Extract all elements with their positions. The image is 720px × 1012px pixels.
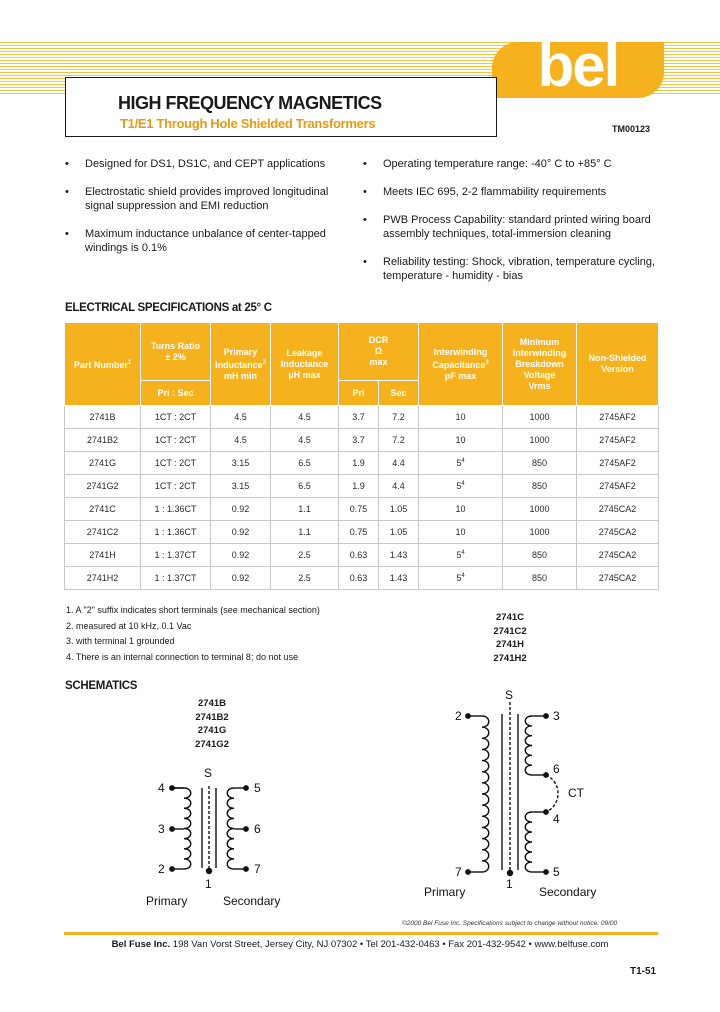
cell-ns: 2745AF2: [577, 452, 659, 475]
pin-label: 3: [158, 822, 165, 836]
cell-dcrs: 1.43: [379, 544, 419, 567]
th-capacitance: Interwinding Capacitance$^3$ pF max: [419, 323, 503, 406]
cell-turns: 1CT : 2CT: [141, 406, 211, 429]
pin-label: 2: [455, 709, 462, 723]
part-label: 2741B: [198, 698, 226, 709]
part-label: 2741C2: [493, 625, 527, 637]
cell-dcrp: 0.63: [339, 567, 379, 590]
pin-dot: [170, 867, 174, 871]
cell-pn: 2741B2: [65, 429, 141, 452]
cell-leak: 4.5: [271, 406, 339, 429]
cell-dcrp: 3.7: [339, 429, 379, 452]
cell-dcrs: 1.05: [379, 521, 419, 544]
cell-cap: $5^4$: [419, 544, 503, 567]
part-label: 2741B2: [195, 711, 229, 723]
cell-turns: 1 : 1.36CT: [141, 498, 211, 521]
left-schematic: [170, 786, 248, 874]
note: 1. A "2" suffix indicates short terminals (see mechanical section): [66, 605, 320, 615]
cell-turns: 1 : 1.37CT: [141, 567, 211, 590]
cell-bd: 1000: [503, 498, 577, 521]
cell-dcrs: 4.4: [379, 452, 419, 475]
pin-label: 1: [506, 877, 513, 891]
ct-link: [546, 775, 558, 812]
cell-leak: 2.5: [271, 544, 339, 567]
cell-pind: 0.92: [211, 498, 271, 521]
doc-code: TM00123: [612, 124, 651, 134]
feature-item: • Maximum inductance unbalance of center-tapped windings is 0.1%: [65, 227, 355, 255]
feature-item: • Designed for DS1, DS1C, and CEPT applications: [65, 157, 355, 171]
primary-label: Primary: [424, 885, 466, 899]
cell-pn: 2741G2: [65, 475, 141, 498]
note: 2. measured at 10 kHz, 0.1 Vac: [66, 620, 192, 631]
footer-rule: [64, 932, 658, 935]
part-label: 2741G: [197, 725, 227, 736]
cell-ns: 2745CA2: [577, 567, 659, 590]
th-non-shielded: Non-Shielded Version: [577, 323, 659, 406]
cell-cap: 10: [419, 498, 503, 521]
secondary-label: Secondary: [223, 894, 281, 908]
company-name: Bel Fuse Inc.: [111, 939, 171, 950]
part-label: 2741G2: [195, 738, 229, 750]
shield-dot: [508, 871, 513, 876]
pin-dot: [170, 827, 174, 831]
cell-dcrp: 3.7: [339, 406, 379, 429]
copyright: ©2000 Bel Fuse Inc. Specifications subject to change without notice. 09/00: [402, 920, 618, 927]
cell-pn: 2741H: [65, 544, 141, 567]
cell-pind: 3.15: [211, 452, 271, 475]
cell-pn: 2741C: [65, 498, 141, 521]
cell-cap: 10: [419, 429, 503, 452]
cell-ns: 2745CA2: [577, 498, 659, 521]
pin-label: 4: [553, 812, 560, 826]
cell-dcrs: 1.05: [379, 498, 419, 521]
page-title: HIGH FREQUENCY MAGNETICS: [118, 93, 382, 113]
primary-label: Primary: [146, 894, 188, 908]
cell-bd: 850: [503, 475, 577, 498]
cell-pn: 2741B: [65, 406, 141, 429]
pin-label: 6: [254, 822, 261, 836]
schematics-heading: SCHEMATICS: [65, 680, 138, 692]
cell-bd: 1000: [503, 406, 577, 429]
pin-dot: [244, 867, 248, 871]
th-turns-ratio: Turns Ratio ± 2%: [141, 323, 211, 381]
pin-label: 6: [553, 762, 560, 776]
cell-pind: 4.5: [211, 406, 271, 429]
cell-dcrp: 0.75: [339, 498, 379, 521]
pin-label: 1: [205, 877, 212, 891]
cell-turns: 1 : 1.36CT: [141, 521, 211, 544]
cell-dcrp: 1.9: [339, 475, 379, 498]
note: 3. with terminal 1 grounded: [66, 636, 175, 646]
cell-dcrs: 7.2: [379, 429, 419, 452]
secondary-winding-right-upper: [525, 716, 532, 775]
cell-pind: 0.92: [211, 544, 271, 567]
cell-pn: 2741G: [65, 452, 141, 475]
pin-dot: [244, 786, 248, 790]
shield-label: S: [505, 688, 514, 702]
cell-bd: 1000: [503, 521, 577, 544]
feature-item: • Operating temperature range: -40° C to +85° C: [363, 157, 658, 171]
right-schematic: [466, 702, 558, 876]
pin-dot: [244, 827, 248, 831]
cell-turns: 1 : 1.37CT: [141, 544, 211, 567]
th-leakage-inductance: Leakage Inductance µH max: [271, 323, 339, 406]
cell-ns: 2745AF2: [577, 429, 659, 452]
cell-leak: 1.1: [271, 521, 339, 544]
cell-leak: 6.5: [271, 475, 339, 498]
cell-pn: 2741H2: [65, 567, 141, 590]
th-part-number: Part Number$^1$: [65, 323, 141, 406]
th-pri-sec: Pri : Sec: [141, 381, 211, 406]
pin-dot: [466, 714, 470, 718]
cell-pind: 0.92: [211, 521, 271, 544]
address-text: 198 Van Vorst Street, Jersey City, NJ 07302 • Tel 201-432-0463 • Fax 201-432-9542 • www.belfuse.com: [170, 939, 609, 950]
page-number: T1-51: [630, 966, 657, 977]
cell-dcrp: 1.9: [339, 452, 379, 475]
pin-label: 3: [553, 709, 560, 723]
cell-pn: 2741C2: [65, 521, 141, 544]
cell-ns: 2745CA2: [577, 521, 659, 544]
cell-pind: 4.5: [211, 429, 271, 452]
part-label: 2741C: [496, 612, 524, 623]
secondary-winding-left: [227, 788, 234, 869]
cell-leak: 4.5: [271, 429, 339, 452]
logo-text: bel: [537, 32, 619, 99]
cell-bd: 850: [503, 544, 577, 567]
note: 4. There is an internal connection to terminal 8; do not use: [66, 651, 298, 662]
cell-bd: 1000: [503, 429, 577, 452]
feature-item: • Electrostatic shield provides improved longitudinal signal suppression and EMI reduction: [65, 185, 355, 213]
ct-label: CT: [568, 786, 584, 800]
cell-turns: 1CT : 2CT: [141, 429, 211, 452]
pin-dot: [544, 714, 548, 718]
pin-dot: [544, 773, 548, 777]
shield-dot: [207, 869, 212, 874]
pin-label: 2: [158, 862, 165, 876]
cell-leak: 2.5: [271, 567, 339, 590]
pin-dot: [466, 870, 470, 874]
shield-label: S: [204, 766, 213, 780]
footer-address: [0, 939, 720, 950]
part-label: 2741H: [496, 639, 524, 650]
pin-dot: [170, 786, 174, 790]
cell-dcrs: 7.2: [379, 406, 419, 429]
th-dcr-sec: Sec: [379, 381, 419, 406]
cell-pind: 3.15: [211, 475, 271, 498]
cell-cap: 10: [419, 521, 503, 544]
cell-ns: 2745AF2: [577, 406, 659, 429]
th-dcr: DCR Ω max: [339, 323, 419, 381]
th-primary-inductance: Primary Inductance$^2$ mH min: [211, 323, 271, 406]
pin-dot: [544, 810, 548, 814]
cell-ns: 2745AF2: [577, 475, 659, 498]
cell-ns: 2745CA2: [577, 544, 659, 567]
cell-turns: 1CT : 2CT: [141, 452, 211, 475]
page-subtitle: T1/E1 Through Hole Shielded Transformers: [120, 116, 376, 131]
cell-bd: 850: [503, 567, 577, 590]
pin-label: 7: [455, 865, 462, 879]
th-dcr-pri: Pri: [339, 381, 379, 406]
pin-dot: [544, 870, 548, 874]
feature-item: • Reliability testing: Shock, vibration, temperature cycling, temperature - humidity - bias: [363, 255, 658, 283]
feature-item: • Meets IEC 695, 2-2 flammability requirements: [363, 185, 658, 199]
th-breakdown: Minimum Interwinding Breakdown Voltage Vrms: [503, 323, 577, 406]
feature-item: • PWB Process Capability: standard printed wiring board assembly techniques, total-immersion cleaning: [363, 213, 658, 241]
secondary-label: Secondary: [539, 885, 597, 899]
cell-cap: $5^4$: [419, 475, 503, 498]
cell-cap: 10: [419, 406, 503, 429]
cell-leak: 1.1: [271, 498, 339, 521]
cell-bd: 850: [503, 452, 577, 475]
cell-turns: 1CT : 2CT: [141, 475, 211, 498]
pin-label: 4: [158, 781, 165, 795]
cell-dcrs: 4.4: [379, 475, 419, 498]
cell-dcrp: 0.75: [339, 521, 379, 544]
part-label: 2741H2: [493, 652, 527, 664]
pin-label: 7: [254, 862, 261, 876]
primary-winding-right: [482, 716, 489, 872]
secondary-winding-right-lower: [525, 812, 532, 872]
spec-heading: ELECTRICAL SPECIFICATIONS at 25° C: [65, 302, 272, 314]
cell-leak: 6.5: [271, 452, 339, 475]
cell-dcrs: 1.43: [379, 567, 419, 590]
pin-label: 5: [254, 781, 261, 795]
cell-cap: $5^4$: [419, 452, 503, 475]
cell-pind: 0.92: [211, 567, 271, 590]
pin-label: 5: [553, 865, 560, 879]
cell-dcrp: 0.63: [339, 544, 379, 567]
cell-cap: $5^4$: [419, 567, 503, 590]
